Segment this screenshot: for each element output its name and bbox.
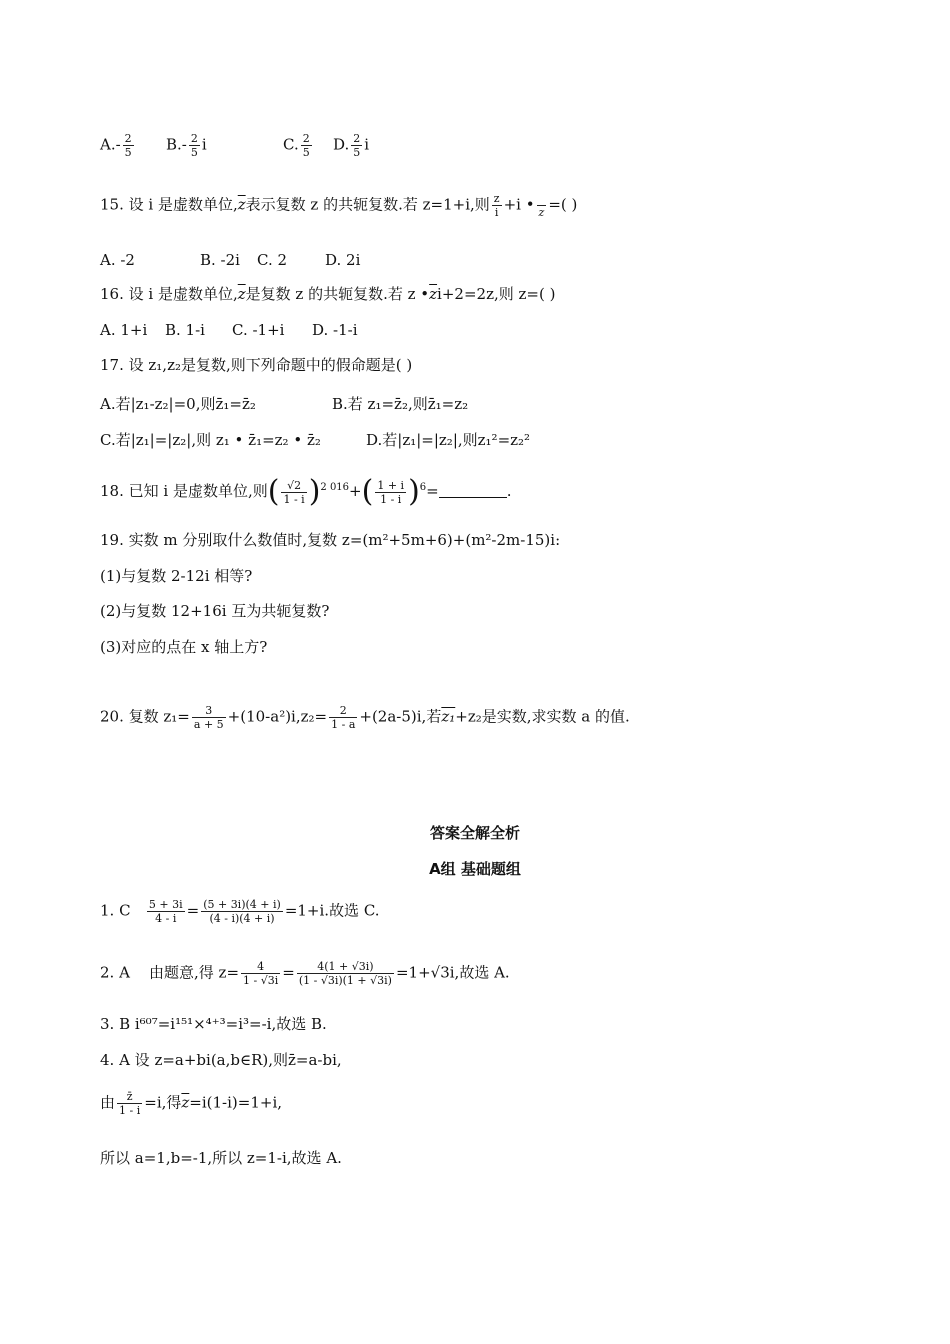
q14-option-c: C. $\frac{2}{5}$ bbox=[283, 132, 310, 159]
question-19: 19. 实数 m 分别取什么数值时,复数 z=(m²+5m+6)+(m²-2m-15)i: bbox=[100, 531, 561, 549]
answer-4-line-1: 4. A 设 z=a+bi(a,b∈R),则z̄=a-bi, bbox=[100, 1051, 342, 1069]
answers-title: 答案全解全析 bbox=[429, 824, 520, 842]
q16-option-a: A. 1+i bbox=[100, 321, 148, 339]
q16-option-b: B. 1-i bbox=[165, 321, 205, 339]
answer-4-line-3: 所以 a=1,b=-1,所以 z=1-i,故选 A. bbox=[100, 1149, 342, 1167]
question-20: 20. 复数 z₁= $\frac{3}{a + 5}$ +(10-a²)i,z₂= $\frac{2}{1 - a}$ +(2a-5)i,若z₁+z₂是实数,求实数 a 的值. bbox=[100, 704, 630, 731]
answer-2: 2. A 由题意,得 z= $\frac{4}{1 - √3i}$ = $\frac{4(1 + √3i)}{(1 - √3i)(1 + √3i)}$ =1+√3i,故选 A. bbox=[100, 960, 510, 987]
answer-4-line-2: 由 $\frac{z̄}{1 - i}$ =i,得$\overline{z}=i(1-i)=1+i$, bbox=[100, 1090, 283, 1117]
q17-option-c: C.若|z₁|=|z₂|,则 z₁ • z̄₁=z₂ • z̄₂ bbox=[100, 431, 321, 449]
q15-option-b: B. -2i bbox=[200, 251, 240, 269]
answers-group-heading: A组 基础题组 bbox=[429, 860, 521, 878]
question-15: 15. 设 i 是虚数单位$,\overline{z}$表示复数 z 的共轭复数.若 z=1+i,则 $\frac{z}{i}$ +i • z =( ) bbox=[100, 192, 578, 219]
q14-option-b: B.- $\frac{2}{5}$ i bbox=[166, 132, 207, 159]
q17-option-d: D.若|z₁|=|z₂|,则z₁²=z₂² bbox=[366, 431, 531, 449]
q14-option-a: A.- $\frac{2}{5}$ bbox=[100, 132, 132, 159]
answer-1: 1. C $\frac{5 + 3i}{4 - i}$ = $\frac{(5 + 3i)(4 + i)}{(4 - i)(4 + i)}$ =1+i.故选 C. bbox=[100, 898, 380, 925]
q16-option-d: D. -1-i bbox=[312, 321, 358, 339]
q15-option-d: D. 2i bbox=[325, 251, 361, 269]
q19-part-2: (2)与复数 12+16i 互为共轭复数? bbox=[100, 602, 330, 620]
q16-option-c: C. -1+i bbox=[232, 321, 285, 339]
q19-part-1: (1)与复数 2-12i 相等? bbox=[100, 567, 253, 585]
question-17: 17. 设 z₁,z₂是复数,则下列命题中的假命题是( ) bbox=[100, 356, 413, 374]
question-18: 18. 已知 i 是虚数单位,则( $\frac{√2}{1 - i}$ )$^{2 016}$+( $\frac{1 + i}{1 - i}$ )$^6$= . bbox=[100, 474, 512, 509]
q15-option-a: A. -2 bbox=[100, 251, 135, 269]
q17-option-b: B.若 z₁=z̄₂,则z̄₁=z₂ bbox=[332, 395, 469, 413]
q17-option-a: A.若|z₁-z₂|=0,则z̄₁=z̄₂ bbox=[100, 395, 256, 413]
q19-part-3: (3)对应的点在 x 轴上方? bbox=[100, 638, 268, 656]
q18-answer-blank bbox=[439, 483, 507, 498]
question-16: 16. 设 i 是虚数单位$,\overline{z}$是复数 z 的共轭复数.若 z $•\overline{z}i+2=2z$,则 z=( ) bbox=[100, 285, 556, 303]
q14-option-d: D. $\frac{2}{5}$ i bbox=[333, 132, 370, 159]
answer-3: 3. B i⁶⁰⁷=i¹⁵¹×⁴⁺³=i³=-i,故选 B. bbox=[100, 1015, 327, 1033]
q15-option-c: C. 2 bbox=[257, 251, 288, 269]
